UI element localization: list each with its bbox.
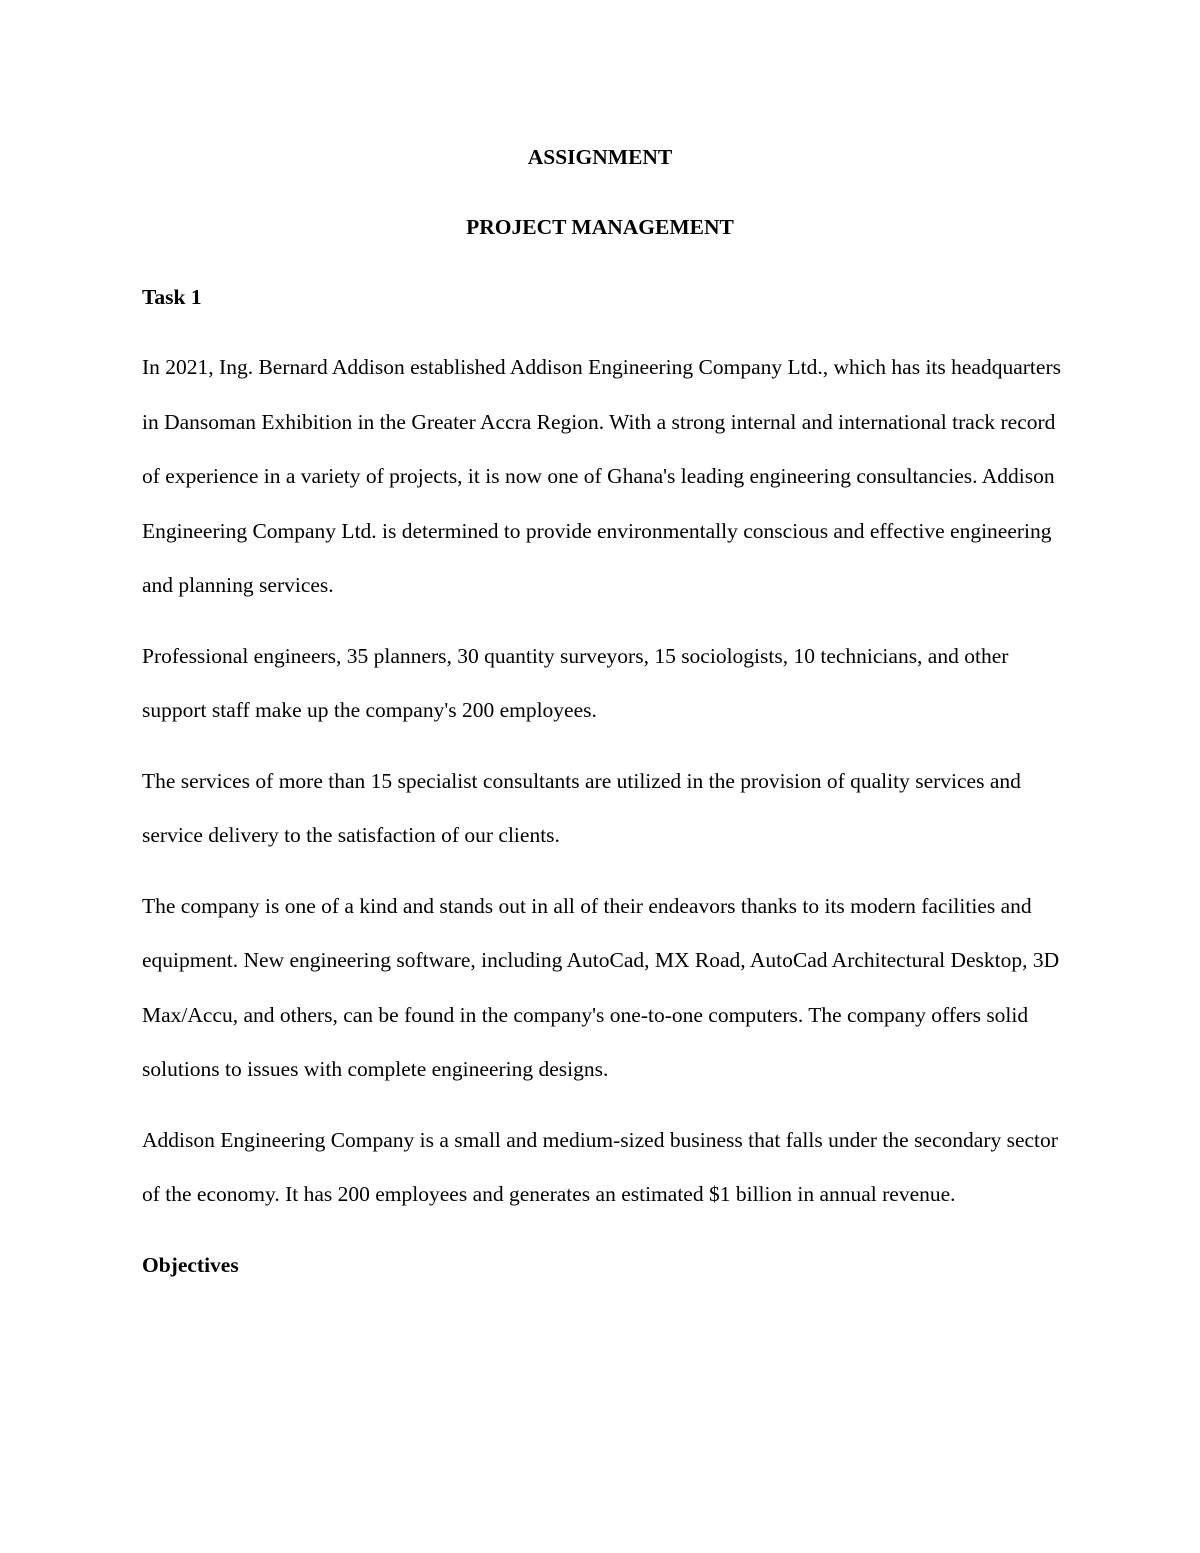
paragraph-staff: Professional engineers, 35 planners, 30 quantity surveyors, 15 sociologists, 10 technicians, and other support staff make up the company's 200 employees. bbox=[142, 643, 1009, 722]
paragraph-company-history: In 2021, Ing. Bernard Addison established Addison Engineering Company Ltd., which has its headquarters in Dansoman Exhibition in the Greater Accra Region. With a strong internal and international track record of experience in a variety of projects, it is now one of Ghana's leading engineering consultancies. Addison Engineering Company Ltd. is determined to provide environmentally conscious and effective engineering and planning services. bbox=[142, 355, 1061, 597]
paragraph-consultants: The services of more than 15 specialist consultants are utilized in the provision of quality services and service delivery to the satisfaction of our clients. bbox=[142, 768, 1021, 847]
document-body bbox=[142, 130, 1062, 1292]
document-subtitle: PROJECT MANAGEMENT bbox=[466, 215, 734, 239]
task-heading: Task 1 bbox=[142, 285, 202, 309]
paragraph-business-size: Addison Engineering Company is a small and medium-sized business that falls under the secondary sector of the economy. It has 200 employees and generates an estimated $1 billion in annual revenue. bbox=[142, 1127, 1058, 1206]
paragraph-facilities: The company is one of a kind and stands out in all of their endeavors thanks to its modern facilities and equipment. New engineering software, including AutoCad, MX Road, AutoCad Architectural Desktop, 3D Max/Accu, and others, can be found in the company's one-to-one computers. The company offers solid solutions to issues with complete engineering designs. bbox=[142, 893, 1060, 1081]
document-title: ASSIGNMENT bbox=[527, 145, 673, 169]
objectives-heading: Objectives bbox=[142, 1252, 239, 1277]
